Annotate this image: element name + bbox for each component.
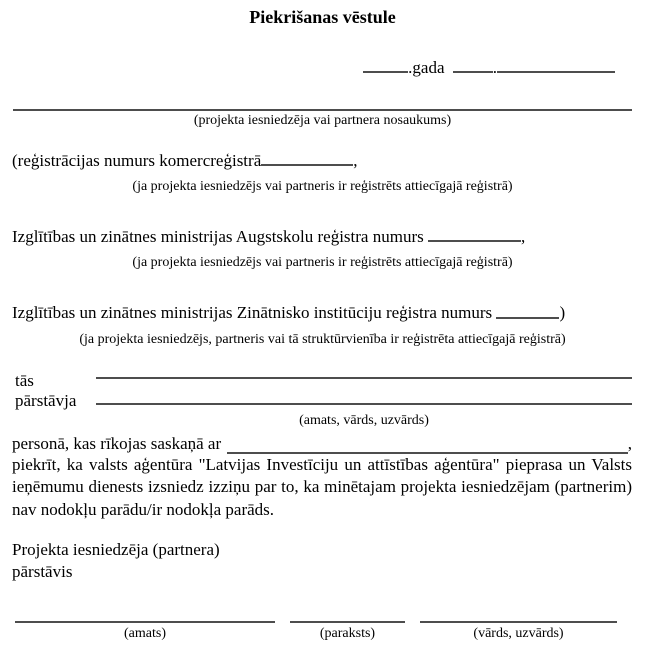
authorization-blank <box>227 435 628 453</box>
signature-caption-paraksts: (paraksts) <box>319 626 376 642</box>
date-dot: . <box>492 58 497 78</box>
date-year-blank <box>363 55 408 73</box>
higher-education-register-suffix: , <box>520 227 526 247</box>
signature-line-amats <box>15 621 275 623</box>
representative-field <box>96 377 632 405</box>
representative-label: tās pārstāvja <box>15 370 77 410</box>
commercial-register-text: (reģistrācijas numurs komercreģistrā <box>12 151 262 171</box>
signature-line-paraksts <box>290 621 405 623</box>
closing-block <box>12 539 632 583</box>
applicant-name-line <box>13 109 632 111</box>
signature-col-vards <box>420 621 617 642</box>
signature-caption-vards: (vārds, uzvārds) <box>473 626 564 642</box>
structural-unit-caption: (ja projekta iesniedzējs, partneris vai tā struktūrvienība ir reģistrēta attiecīgajā reģistrā) <box>79 331 566 347</box>
commercial-register-suffix: , <box>353 151 358 171</box>
representative-row <box>15 371 632 411</box>
authorization-text: personā, kas rīkojas saskaņā ar <box>12 433 222 453</box>
signature-col-paraksts <box>290 621 405 642</box>
registered-caption-2: (ja projekta iesniedzējs vai partneris ir reģistrēts attiecīgajā reģistrā) <box>132 255 513 271</box>
registered-caption-1: (ja projekta iesniedzējs vai partneris ir reģistrēts attiecīgajā reģistrā) <box>132 179 513 195</box>
higher-education-register-text: Izglītības un zinātnes ministrijas Augstskolu reģistra numurs <box>12 227 428 247</box>
higher-education-register-blank <box>428 224 521 242</box>
signature-line-vards <box>420 621 617 623</box>
scientific-register-line <box>12 300 632 323</box>
commercial-register-blank <box>261 148 353 166</box>
representative-caption: (amats, vārds, uzvārds) <box>299 412 429 428</box>
date-month-blank <box>497 55 615 73</box>
date-day-blank <box>453 55 493 73</box>
higher-education-register-line <box>12 224 632 247</box>
document-title: Piekrišanas vēstule <box>249 7 396 27</box>
consent-paragraph: piekrīt, ka valsts aģentūra "Latvijas Investīciju un attīstības aģentūra" pieprasa un Valsts ieņēmumu dienests izsniedz izziņu par to, ka minētajam projekta iesniedzējam (partnerim) nav nodokļu parādu/ir nodokļa parāds. <box>12 454 632 519</box>
signature-caption-amats: (amats) <box>124 626 166 642</box>
closing-line-1: Projekta iesniedzēja (partnera) <box>12 540 220 560</box>
closing-line-2: pārstāvis <box>12 562 73 582</box>
scientific-register-text: Izglītības un zinātnes ministrijas Zinātnisko institūciju reģistra numurs <box>12 303 497 323</box>
signature-block <box>15 621 645 642</box>
scientific-register-suffix: ) <box>559 303 566 323</box>
applicant-name-caption: (projekta iesniedzēja vai partnera nosaukums) <box>193 113 452 129</box>
authorization-suffix: , <box>627 433 632 453</box>
date-row <box>0 55 645 78</box>
scientific-register-blank <box>496 300 559 318</box>
authorization-row <box>12 434 632 454</box>
commercial-register-line <box>12 148 632 171</box>
gada-label: .gada <box>408 58 445 78</box>
signature-col-amats <box>15 621 275 642</box>
